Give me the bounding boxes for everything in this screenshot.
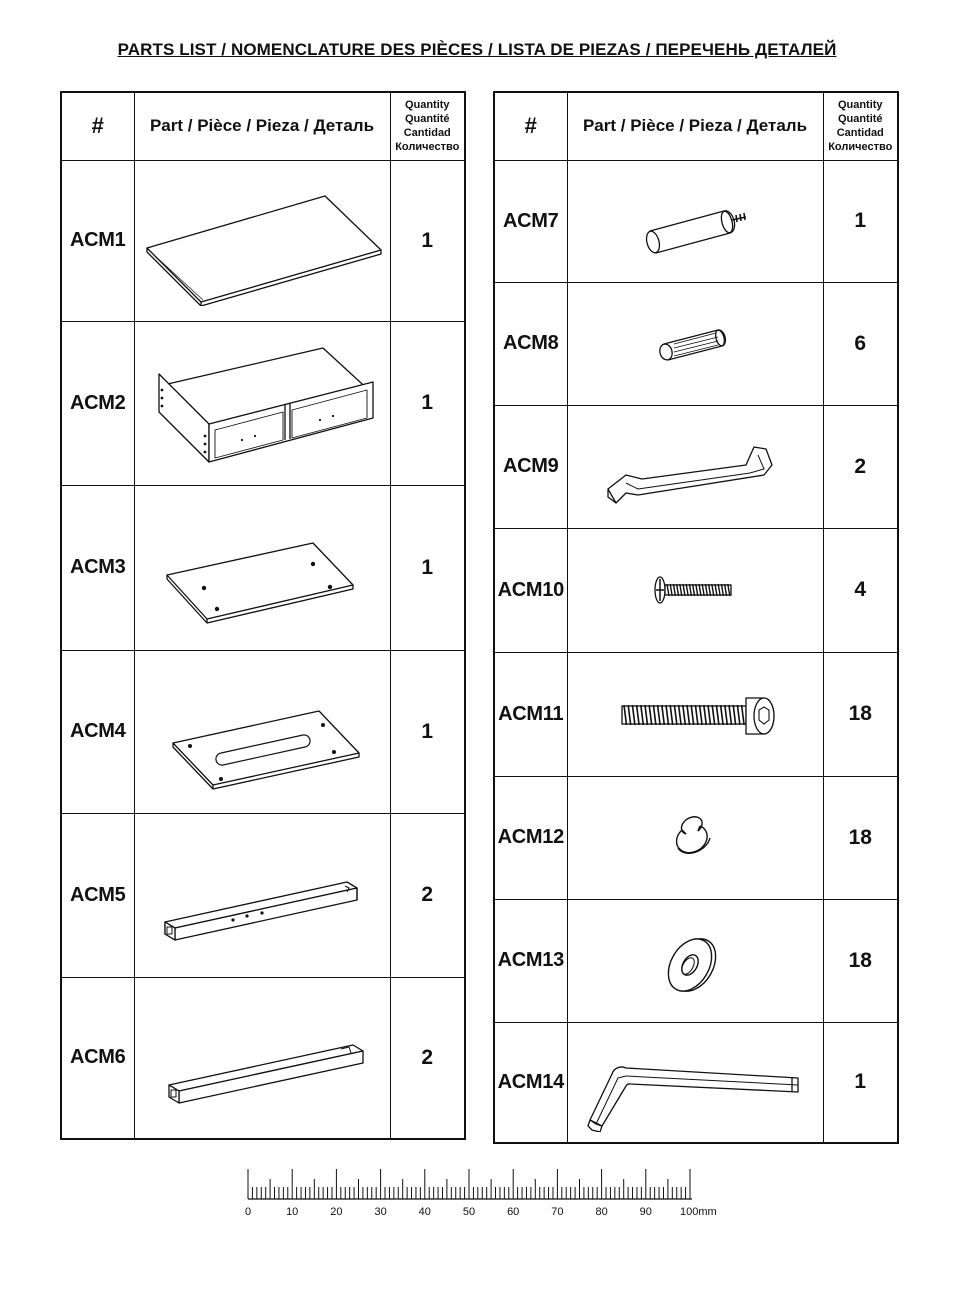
handle-icon [570, 417, 820, 517]
header-quantity [823, 92, 898, 160]
part-quantity: 1 [823, 1022, 898, 1143]
part-code: ACM13 [494, 899, 567, 1022]
table-row [61, 321, 465, 485]
part-picture [567, 776, 823, 899]
part-code: ACM2 [61, 321, 134, 485]
spring-washer-icon [570, 788, 820, 888]
table-row [494, 160, 898, 282]
part-picture [134, 813, 390, 977]
table-row [494, 1022, 898, 1143]
header-qty-en: Quantity [837, 99, 883, 112]
part-picture [567, 282, 823, 405]
part-code: ACM11 [494, 652, 567, 776]
ruler-label: 10 [286, 1206, 299, 1218]
part-quantity: 1 [390, 650, 465, 813]
header-number: # [494, 92, 567, 160]
header-qty-es: Cantidad [836, 127, 884, 140]
ruler-label: 70 [551, 1206, 564, 1218]
page-title: PARTS LIST / NOMENCLATURE DES PIÈCES / LISTA DE PIEZAS / ПЕРЕЧЕНЬ ДЕТАЛЕЙ [117, 40, 837, 59]
header-part: Part / Pièce / Pieza / Деталь [567, 92, 823, 160]
table-row [494, 899, 898, 1022]
part-code: ACM1 [61, 160, 134, 321]
hex-bolt-icon [570, 664, 820, 764]
drilled-leg-rail-icon [137, 830, 387, 960]
part-picture [134, 321, 390, 485]
shelf-panel-icon [137, 503, 387, 633]
table-row [494, 776, 898, 899]
wood-dowel-icon [570, 294, 820, 394]
table-header-row [494, 92, 898, 160]
table-row [61, 650, 465, 813]
ruler-label: 30 [374, 1206, 387, 1218]
part-code: ACM10 [494, 528, 567, 652]
slotted-panel-icon [137, 667, 387, 797]
part-picture [567, 405, 823, 528]
ruler-label: 40 [418, 1206, 431, 1218]
part-quantity: 18 [823, 899, 898, 1022]
flat-washer-icon [570, 911, 820, 1011]
header-quantity [390, 92, 465, 160]
ruler-label: 90 [639, 1206, 652, 1218]
part-quantity: 1 [390, 160, 465, 321]
part-quantity: 2 [823, 405, 898, 528]
table-row [494, 652, 898, 776]
ruler-label: 50 [462, 1206, 476, 1218]
header-qty-ru: Количество [828, 141, 893, 154]
part-code: ACM14 [494, 1022, 567, 1143]
part-picture [134, 650, 390, 813]
parts-table-left [60, 91, 466, 1140]
part-picture [134, 160, 390, 321]
part-code: ACM3 [61, 485, 134, 650]
header-qty-fr: Quantité [837, 113, 883, 126]
part-picture [567, 1022, 823, 1143]
table-row [61, 160, 465, 321]
threaded-dowel-icon [570, 171, 820, 271]
part-picture [567, 528, 823, 652]
part-code: ACM6 [61, 977, 134, 1139]
part-quantity: 1 [390, 321, 465, 485]
part-picture [567, 160, 823, 282]
parts-table-right [493, 91, 899, 1144]
header-qty-fr: Quantité [404, 113, 450, 126]
part-quantity: 1 [823, 160, 898, 282]
ruler-label: 0 [244, 1206, 252, 1218]
part-picture [134, 977, 390, 1139]
screw-icon [570, 540, 820, 640]
part-picture [134, 485, 390, 650]
ruler-label: 100mm [680, 1206, 717, 1218]
table-row [494, 405, 898, 528]
ruler-label: 80 [595, 1206, 608, 1218]
table-header-row [61, 92, 465, 160]
top-panel-icon [137, 176, 387, 306]
part-code: ACM12 [494, 776, 567, 899]
mm-scale-ruler [240, 1165, 740, 1225]
part-quantity: 6 [823, 282, 898, 405]
header-qty-en: Quantity [404, 99, 450, 112]
part-code: ACM7 [494, 160, 567, 282]
part-picture [567, 652, 823, 776]
part-quantity: 18 [823, 776, 898, 899]
part-picture [567, 899, 823, 1022]
header-qty-ru: Количество [395, 141, 460, 154]
part-quantity: 2 [390, 977, 465, 1139]
part-quantity: 4 [823, 528, 898, 652]
leg-rail-icon [137, 993, 387, 1123]
part-code: ACM4 [61, 650, 134, 813]
table-row [61, 485, 465, 650]
part-code: ACM8 [494, 282, 567, 405]
table-row [494, 528, 898, 652]
part-code: ACM5 [61, 813, 134, 977]
ruler-label: 60 [507, 1206, 520, 1218]
part-quantity: 18 [823, 652, 898, 776]
table-row [494, 282, 898, 405]
allen-key-icon [570, 1032, 820, 1132]
ruler-label: 20 [330, 1206, 343, 1218]
part-quantity: 2 [390, 813, 465, 977]
header-number: # [61, 92, 134, 160]
table-row [61, 813, 465, 977]
table-row [61, 977, 465, 1139]
part-code: ACM9 [494, 405, 567, 528]
header-part: Part / Pièce / Pieza / Деталь [134, 92, 390, 160]
header-qty-es: Cantidad [403, 127, 451, 140]
cabinet-box-icon [137, 338, 387, 468]
part-quantity: 1 [390, 485, 465, 650]
